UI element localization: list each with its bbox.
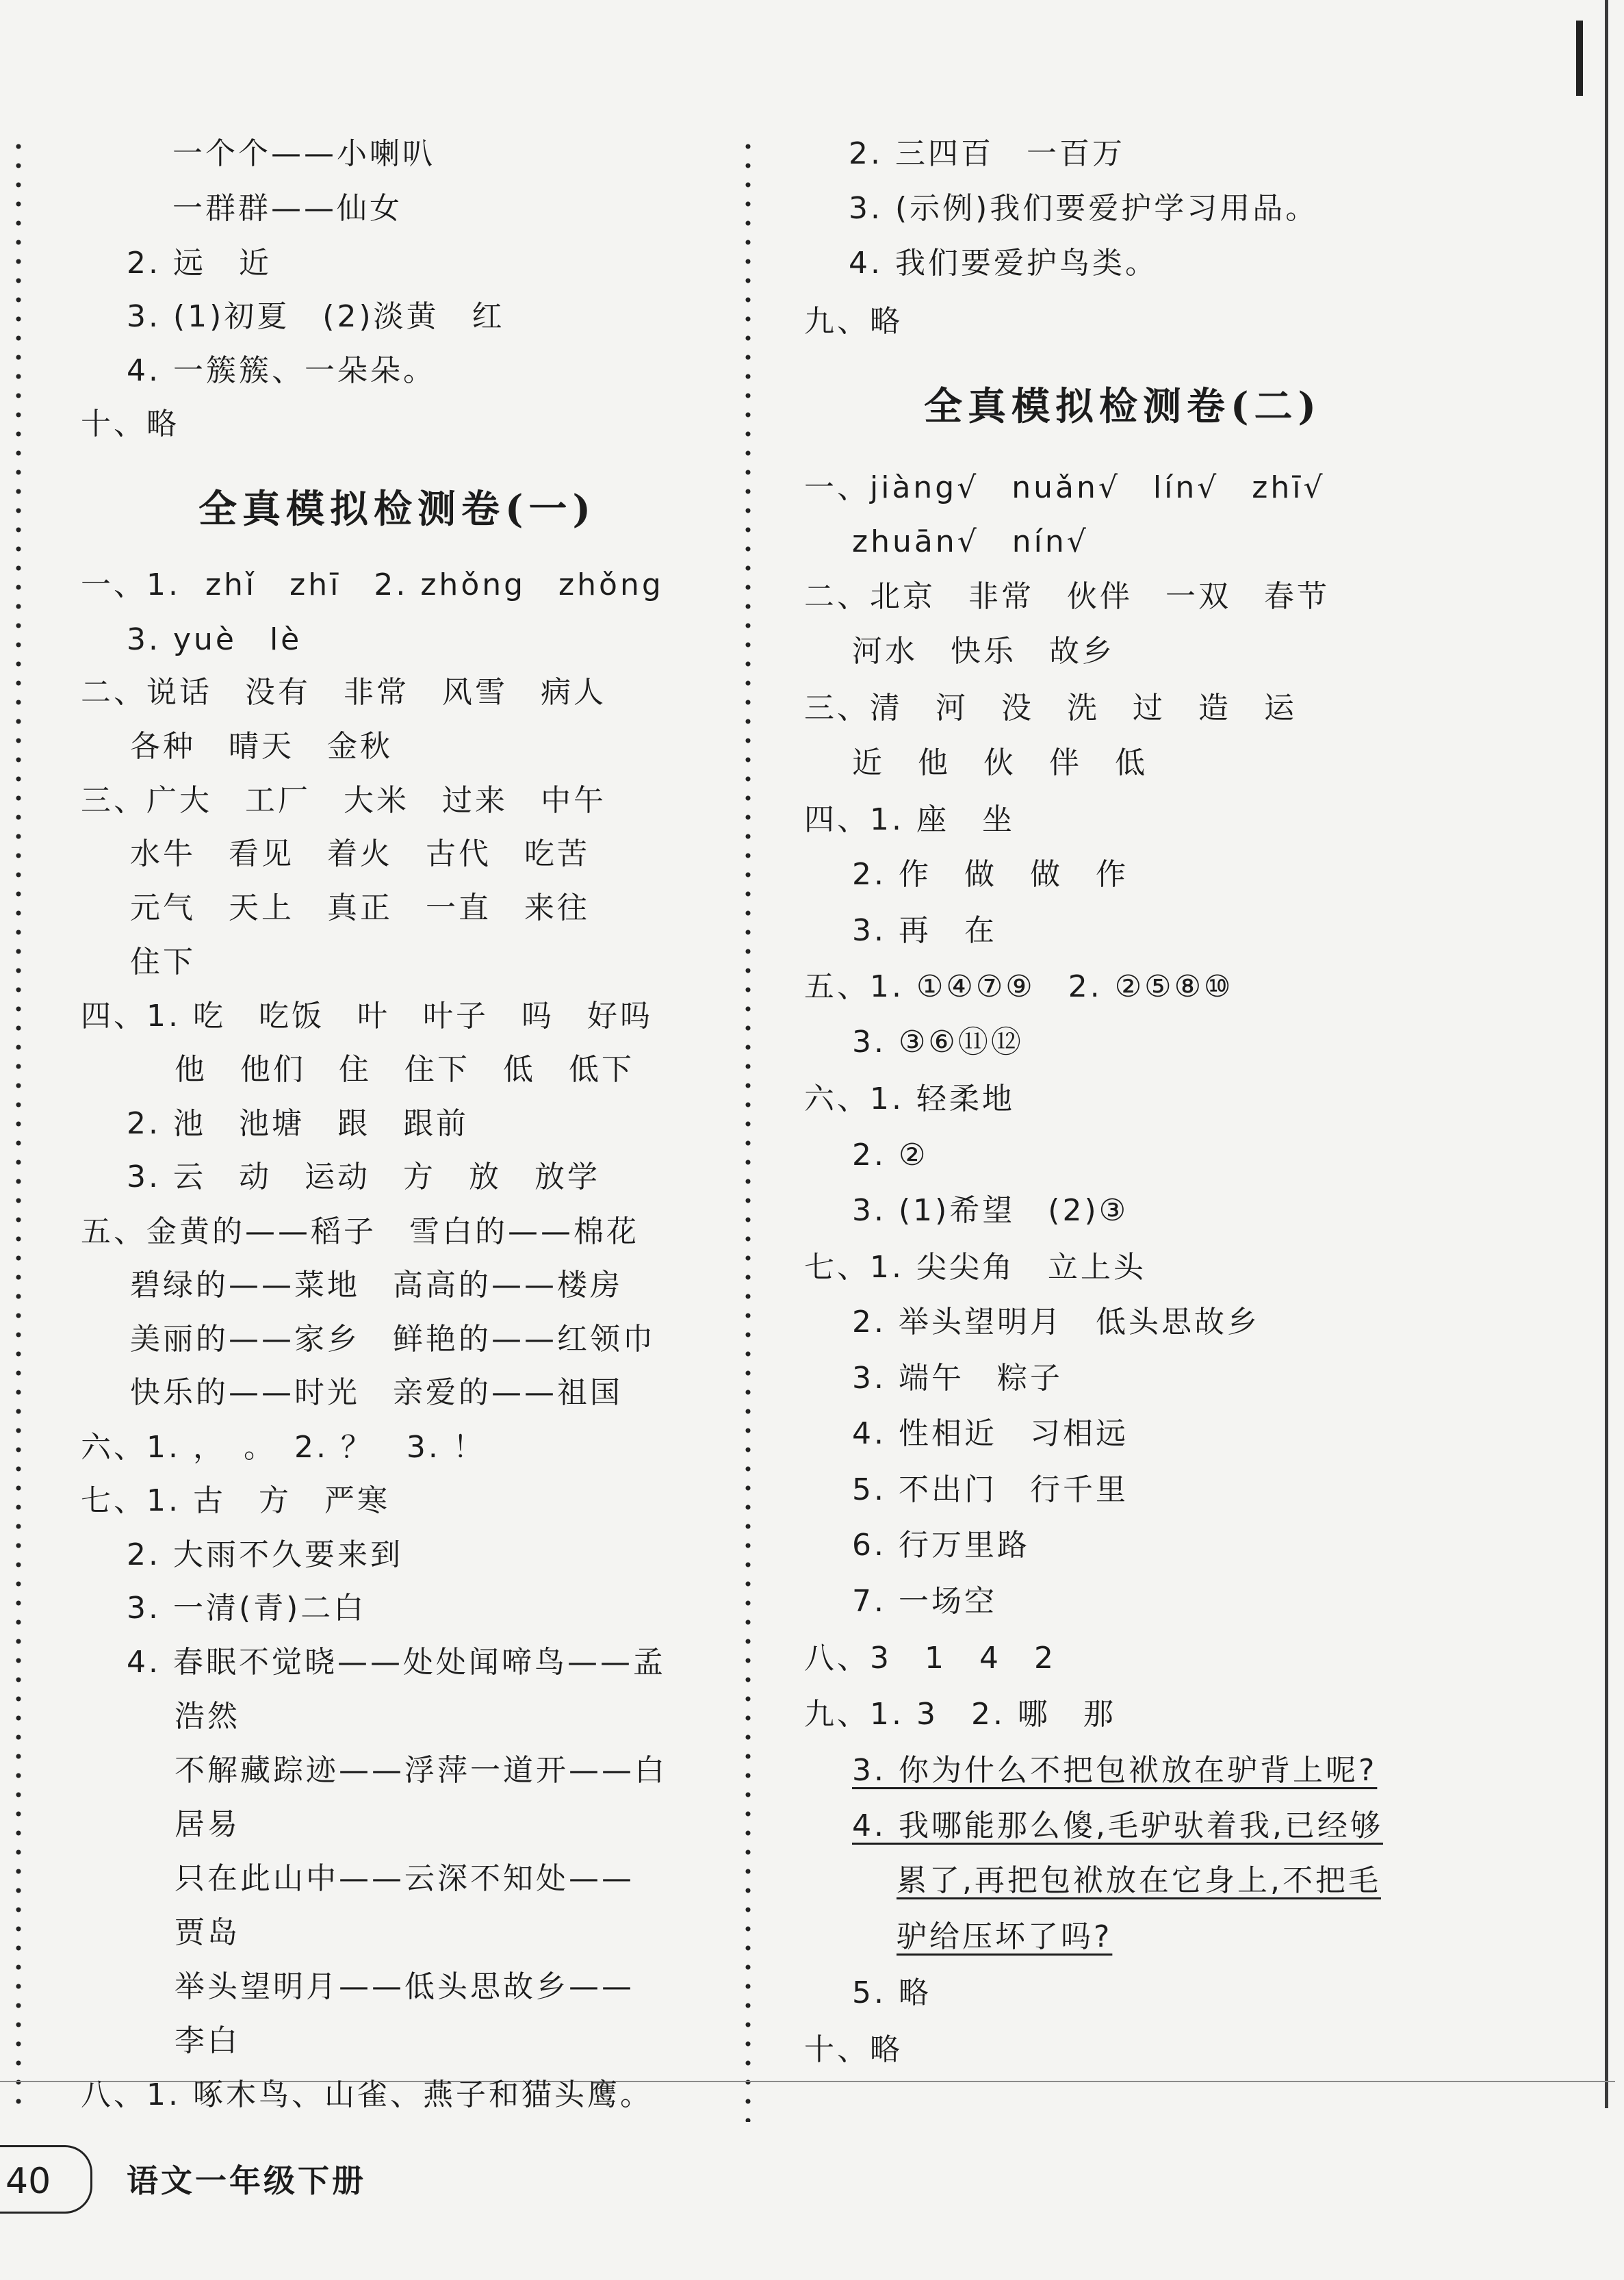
- answer-line: 美丽的——家乡 鲜艳的——红领巾: [130, 1322, 656, 1357]
- answer-line: 2. 三四百 一百万: [849, 136, 1125, 171]
- answer-line: 三、清 河 没 洗 过 造 运: [804, 691, 1297, 726]
- answer-line: 贾岛: [175, 1915, 240, 1950]
- answer-line: 他 他们 住 住下 低 低下: [175, 1052, 634, 1087]
- answer-line: 2. 池 池塘 跟 跟前: [127, 1106, 469, 1141]
- answer-line: 3. 一清(青)二白: [127, 1591, 367, 1626]
- answer-line: 2. ②: [852, 1138, 929, 1173]
- answer-line: 李白: [175, 2023, 240, 2058]
- answer-line: 一群群——仙女: [172, 191, 402, 226]
- answer-line: 5. 不出门 行千里: [852, 1472, 1129, 1507]
- answer-line: 3. yuè lè: [127, 622, 302, 657]
- answer-line: 5. 略: [852, 1975, 931, 2010]
- answer-line: 河水 快乐 故乡: [852, 634, 1115, 669]
- answer-line: 3. 你为什么不把包袱放在驴背上呢?: [852, 1753, 1378, 1788]
- page-number-tab: [0, 2145, 92, 2214]
- answer-line: 4. 一簇簇、一朵朵。: [127, 353, 436, 388]
- answer-line: 水牛 看见 着火 古代 吃苦: [130, 836, 590, 871]
- answer-line: 4. 我们要爱护鸟类。: [849, 246, 1158, 281]
- answer-line: 元气 天上 真正 一直 来往: [130, 891, 590, 925]
- answer-line: 3. (1)希望 (2)③: [852, 1193, 1129, 1228]
- answer-line: 一个个——小喇叭: [172, 136, 435, 171]
- answer-line: 五、1. ①④⑦⑨ 2. ②⑤⑧⑩: [804, 969, 1234, 1004]
- answer-line: 3. 端午 粽子: [852, 1361, 1063, 1396]
- answer-line: 八、1. 啄木鸟、山雀、燕子和猫头鹰。: [81, 2077, 653, 2112]
- page-number: 40: [5, 2161, 51, 2202]
- answer-line: 十、略: [81, 407, 179, 441]
- answer-line: 七、1. 古 方 严寒: [81, 1483, 390, 1518]
- answer-line: 六、1. ， 。 2. ？ 3. ！: [81, 1430, 486, 1465]
- answer-line: 碧绿的——菜地 高高的——楼房: [130, 1268, 623, 1303]
- answer-line: 二、北京 非常 伙伴 一双 春节: [804, 579, 1330, 614]
- answer-line: 驴给压坏了吗?: [897, 1919, 1113, 1954]
- answer-line: 一、1. zhǐ zhī 2. zhǒng zhǒng: [81, 567, 664, 602]
- answer-line: 四、1. 座 坐: [804, 802, 1015, 837]
- answer-line: 6. 行万里路: [852, 1528, 1030, 1563]
- answer-line: 居易: [175, 1807, 240, 1842]
- answer-line: 八、3 1 4 2: [804, 1641, 1056, 1676]
- footer-subject-label: 语文一年级下册: [127, 2162, 366, 2199]
- answer-line: 3. (示例)我们要爱护学习用品。: [849, 191, 1319, 226]
- answer-line: 六、1. 轻柔地: [804, 1081, 1015, 1116]
- page-edge-mark: [1576, 21, 1583, 96]
- answer-line: 3. ③⑥⑪⑫: [852, 1025, 1024, 1060]
- answer-line: 3. 云 动 运动 方 放 放学: [127, 1160, 600, 1194]
- answer-line: 4. 性相近 习相远: [852, 1416, 1129, 1451]
- center-dotted-divider: [745, 137, 751, 2122]
- answer-line: 累了,再把包袱放在它身上,不把毛: [897, 1863, 1381, 1898]
- answer-line: 4. 我哪能那么傻,毛驴驮着我,已经够: [852, 1808, 1383, 1843]
- answer-line: 七、1. 尖尖角 立上头: [804, 1250, 1146, 1285]
- answer-line: 四、1. 吃 吃饭 叶 叶子 吗 好吗: [81, 999, 653, 1034]
- section-title: 全真模拟检测卷(二): [924, 384, 1322, 429]
- answer-line: 举头望明月——低头思故乡——: [175, 1969, 634, 2004]
- answer-line: 2. 远 近: [127, 246, 272, 281]
- answer-line: 4. 春眠不觉晓——处处闻啼鸟——孟: [127, 1645, 666, 1680]
- answer-line: 2. 大雨不久要来到: [127, 1537, 403, 1572]
- answer-line: 九、1. 3 2. 哪 那: [804, 1697, 1116, 1732]
- answer-line: 二、说话 没有 非常 风雪 病人: [81, 675, 606, 710]
- answer-line: 浩然: [175, 1699, 240, 1734]
- answer-line: 2. 作 做 做 作: [852, 857, 1129, 892]
- section-title: 全真模拟检测卷(一): [198, 487, 596, 532]
- page-edge-line: [1605, 0, 1608, 2108]
- answer-line: 九、略: [804, 304, 903, 339]
- answer-line: zhuān√ nín√: [852, 524, 1089, 559]
- answer-line: 一、jiàng√ nuǎn√ lín√ zhī√: [804, 470, 1326, 505]
- answer-line: 五、金黄的——稻子 雪白的——棉花: [81, 1214, 639, 1249]
- answer-line: 快乐的——时光 亲爱的——祖国: [130, 1375, 623, 1410]
- answer-line: 各种 晴天 金秋: [130, 729, 393, 764]
- answer-line: 三、广大 工厂 大米 过来 中午: [81, 783, 606, 818]
- answer-line: 3. 再 在: [852, 913, 997, 948]
- answer-line: 只在此山中——云深不知处——: [175, 1861, 634, 1896]
- answer-line: 3. (1)初夏 (2)淡黄 红: [127, 299, 505, 334]
- answer-line: 住下: [130, 945, 196, 979]
- answer-line: 2. 举头望明月 低头思故乡: [852, 1305, 1260, 1340]
- answer-line: 7. 一场空: [852, 1584, 997, 1619]
- answer-line: 十、略: [804, 2032, 903, 2067]
- left-margin-dotted-line: [15, 137, 22, 2108]
- answer-line: 近 他 伙 伴 低: [852, 745, 1148, 780]
- answer-line: 不解藏踪迹——浮萍一道开——白: [175, 1753, 667, 1788]
